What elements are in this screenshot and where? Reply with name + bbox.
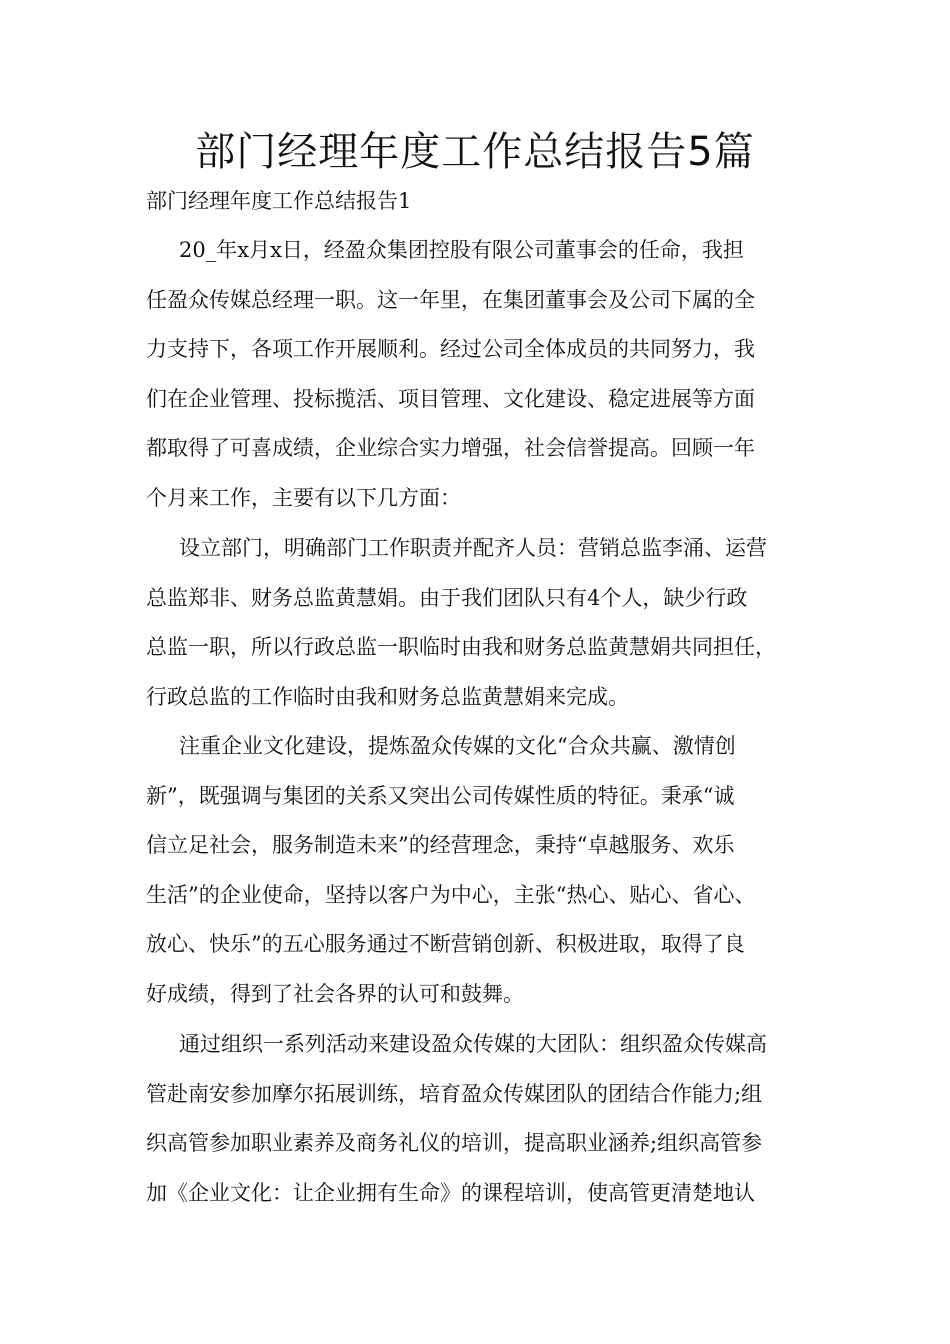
paragraph-line: 总监一职，所以行政总监一职临时由我和财务总监黄慧娟共同担任，: [146, 635, 776, 660]
paragraph-line: 20_年x月x日，经盈众集团控股有限公司董事会的任命，我担: [179, 238, 744, 262]
paragraph-line: 个月来工作，主要有以下几方面：: [146, 485, 461, 510]
paragraph-line: 设立部门，明确部门工作职责并配齐人员：营销总监李涌、运营: [179, 536, 767, 560]
paragraph-line: 力支持下，各项工作开展顺利。经过公司全体成员的共同努力，我: [146, 337, 755, 362]
paragraph-line: 生活”的企业使命，坚持以客户为中心，主张“热心、贴心、省心、: [146, 882, 756, 907]
paragraph-line: 注重企业文化建设，提炼盈众传媒的文化“合众共赢、激情创: [179, 734, 736, 758]
paragraph-line: 管赴南安参加摩尔拓展训练，培育盈众传媒团队的团结合作能力;组: [146, 1081, 763, 1106]
paragraph-line: 信立足社会，服务制造未来”的经营理念，秉持“卓越服务、欢乐: [146, 833, 735, 858]
paragraph-3: [146, 722, 826, 1020]
paragraph-line: 放心、快乐”的五心服务通过不断营销创新、积极进取，取得了良: [146, 932, 745, 957]
paragraph-line: 织高管参加职业素养及商务礼仪的培训，提高职业涵养;组织高管参: [146, 1131, 763, 1156]
paragraph-1: [146, 226, 826, 524]
paragraph-line: 好成绩，得到了社会各界的认可和鼓舞。: [146, 981, 524, 1006]
paragraph-line: 通过组织一系列活动来建设盈众传媒的大团队：组织盈众传媒高: [179, 1032, 767, 1056]
paragraph-line: 加《企业文化：让企业拥有生命》的课程培训，使高管更清楚地认: [146, 1180, 755, 1205]
paragraph-line: 都取得了可喜成绩，企业综合实力增强，社会信誉提高。回顾一年: [146, 436, 755, 461]
paragraph-line: 任盈众传媒总经理一职。这一年里，在集团董事会及公司下属的全: [146, 287, 755, 312]
section-heading: 部门经理年度工作总结报告1: [146, 189, 412, 213]
paragraph-line: 新”，既强调与集团的关系又突出公司传媒性质的特征。秉承“诚: [146, 783, 735, 808]
paragraph-line: 行政总监的工作临时由我和财务总监黄慧娟来完成。: [146, 684, 629, 709]
paragraph-4: [146, 1020, 826, 1218]
document-title: 部门经理年度工作总结报告5篇: [195, 129, 755, 175]
paragraph-2: [146, 524, 826, 722]
paragraph-line: 总监郑非、财务总监黄慧娟。由于我们团队只有4个人，缺少行政: [146, 585, 748, 610]
paragraph-line: 们在企业管理、投标揽活、项目管理、文化建设、稳定进展等方面: [146, 386, 755, 411]
